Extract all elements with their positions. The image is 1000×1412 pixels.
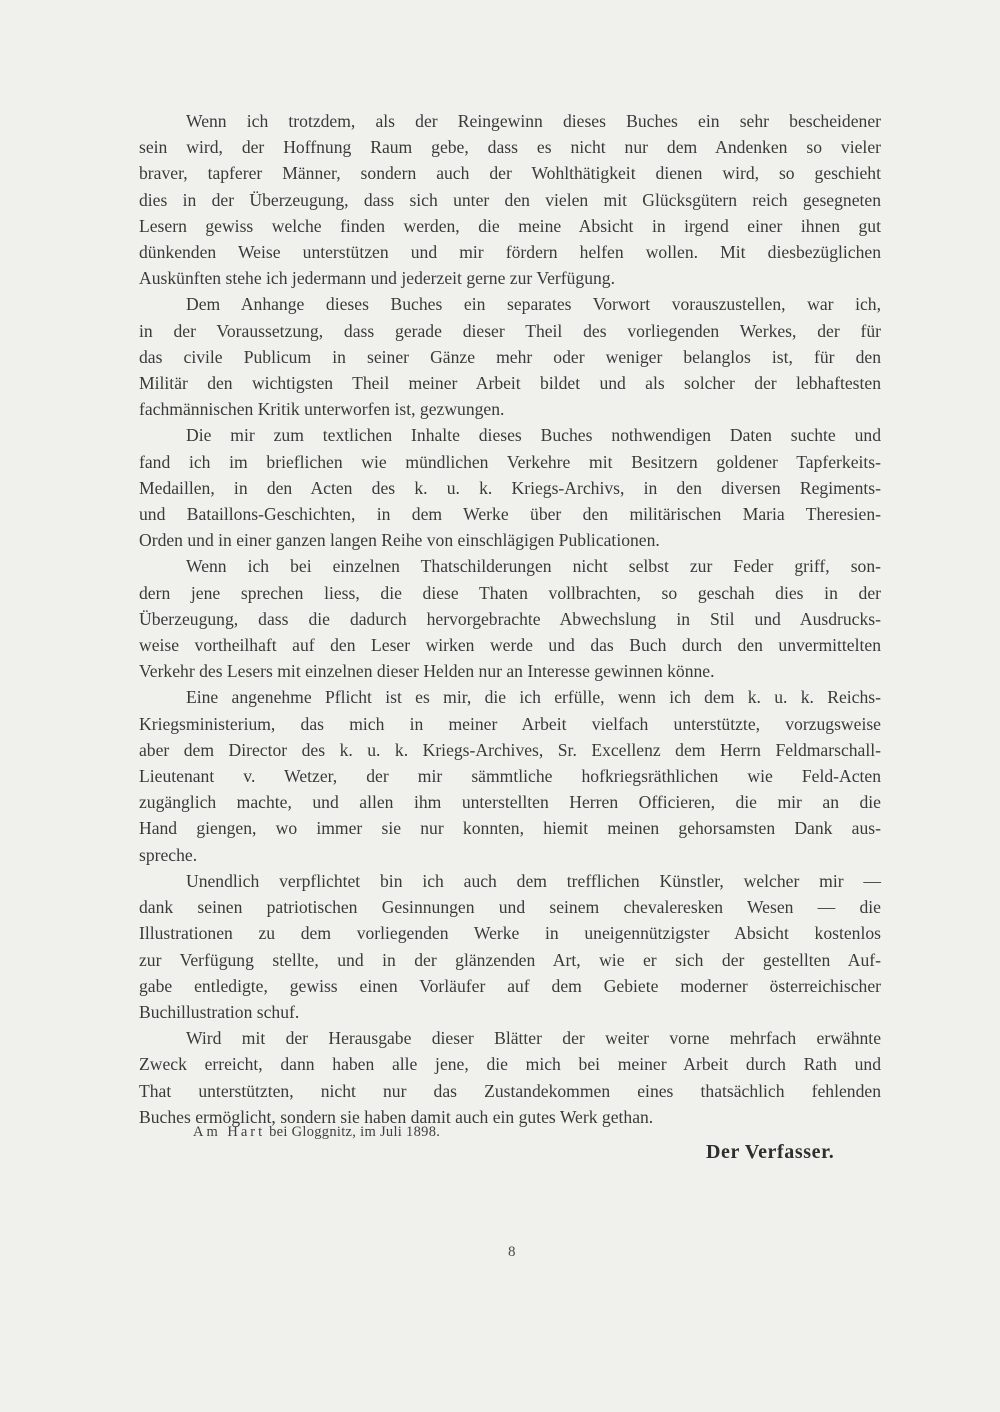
paragraph [139, 684, 881, 867]
text-line: Wird mit der Herausgabe dieser Blätter der weiter vorne mehrfach erwähnte [186, 1028, 881, 1049]
text-line: weise vortheilhaft auf den Leser wirken werde und das Buch durch den unvermittelten [139, 635, 881, 656]
text-line: zur Verfügung stellte, und in der glänzenden Art, wie er sich der gestellten Auf- [139, 949, 881, 970]
text-line: Illustrationen zu dem vorliegenden Werke in uneigennützigster Absicht kostenlos [139, 923, 881, 944]
paragraph [139, 1025, 881, 1130]
text-line: Medaillen, in den Acten des k. u. k. Kriegs-Archivs, in den diversen Regiments- [139, 477, 881, 498]
place-name: Am Hart [193, 1124, 266, 1140]
text-line: dies in der Überzeugung, dass sich unter den vielen mit Glücksgütern reich gesegneten [139, 189, 881, 210]
paragraph [139, 868, 881, 1025]
text-line: spreche. [139, 844, 198, 865]
text-line: That unterstützten, nicht nur das Zustandekommen eines thatsächlich fehlenden [139, 1080, 881, 1101]
text-line: Buches ermöglicht, sondern sie haben damit auch ein gutes Werk gethan. [139, 1106, 654, 1127]
text-line: Lieutenant v. Wetzer, der mir sämmtliche hofkriegsräthlichen wie Feld-Acten [139, 766, 881, 787]
text-line: dünkenden Weise unterstützen und mir fördern helfen wollen. Mit diesbezüglichen [139, 242, 881, 263]
author-signature: Der Verfasser. [706, 1141, 835, 1163]
body-text [139, 108, 881, 1130]
paragraph [139, 291, 881, 422]
page-number: 8 [508, 1244, 516, 1260]
text-line: zugänglich machte, und allen ihm unterstellten Herren Officieren, die mir an die [139, 792, 881, 813]
text-line: Militär den wichtigsten Theil meiner Arbeit bildet und als solcher der lebhaftesten [139, 373, 881, 394]
place-date-rest: bei Gloggnitz, im Juli 1898. [265, 1124, 441, 1140]
text-line: Die mir zum textlichen Inhalte dieses Buches nothwendigen Daten suchte und [186, 425, 881, 446]
text-line: Wenn ich bei einzelnen Thatschilderungen nicht selbst zur Feder griff, son- [186, 556, 881, 577]
text-line: dank seinen patriotischen Gesinnungen und seinem chevaleresken Wesen — die [139, 897, 881, 918]
paragraph [139, 422, 881, 553]
text-line: Zweck erreicht, dann haben alle jene, die mich bei meiner Arbeit durch Rath und [139, 1054, 881, 1075]
text-line: Eine angenehme Pflicht ist es mir, die ich erfülle, wenn ich dem k. u. k. Reichs- [186, 687, 881, 708]
text-line: Orden und in einer ganzen langen Reihe von einschlägigen Publicationen. [139, 530, 660, 551]
text-line: Auskünften stehe ich jedermann und jederzeit gerne zur Verfügung. [139, 268, 616, 289]
text-line: Buchillustration schuf. [139, 1001, 300, 1022]
text-line: in der Voraussetzung, dass gerade dieser Theil des vorliegenden Werkes, der für [139, 320, 881, 341]
text-line: gabe entledigte, gewiss einen Vorläufer auf dem Gebiete moderner österreichischer [139, 975, 881, 996]
text-line: Kriegsministerium, das mich in meiner Arbeit vielfach unterstützte, vorzugsweise [139, 713, 881, 734]
text-line: Wenn ich trotzdem, als der Reingewinn dieses Buches ein sehr bescheidener [186, 111, 881, 131]
text-line: Verkehr des Lesers mit einzelnen dieser Helden nur an Interesse gewinnen könne. [139, 661, 715, 682]
text-line: braver, tapferer Männer, sondern auch der Wohlthätigkeit dienen wird, so geschieht [139, 163, 881, 184]
text-line: fand ich im brieflichen wie mündlichen Verkehre mit Besitzern goldener Tapferkeits- [139, 451, 881, 472]
text-line: sein wird, der Hoffnung Raum gebe, dass es nicht nur dem Andenken so vieler [139, 137, 881, 158]
text-line: fachmännischen Kritik unterworfen ist, gezwungen. [139, 399, 505, 420]
text-line: Hand giengen, wo immer sie nur konnten, hiemit meinen gehorsamsten Dank aus- [139, 818, 881, 839]
text-line: Lesern gewiss welche finden werden, die meine Absicht in irgend einer ihnen gut [139, 215, 881, 236]
text-line: Dem Anhange dieses Buches ein separates Vorwort vorauszustellen, war ich, [186, 294, 881, 315]
place-date-line [193, 1124, 440, 1141]
text-line: und Bataillons-Geschichten, in dem Werke über den militärischen Maria Theresien- [139, 504, 881, 525]
text-line: das civile Publicum in seiner Gänze mehr oder weniger belanglos ist, für den [139, 346, 881, 367]
paragraph [139, 108, 881, 291]
text-line: dern jene sprechen liess, die diese Thaten vollbrachten, so geschah dies in der [139, 582, 881, 603]
paragraph [139, 553, 881, 684]
text-line: Unendlich verpflichtet bin ich auch dem trefflichen Künstler, welcher mir — [186, 870, 881, 891]
text-line: Überzeugung, dass die dadurch hervorgebrachte Abwechslung in Stil und Ausdrucks- [139, 608, 881, 629]
text-line: aber dem Director des k. u. k. Kriegs-Archives, Sr. Excellenz dem Herrn Feldmarschall- [139, 739, 881, 760]
